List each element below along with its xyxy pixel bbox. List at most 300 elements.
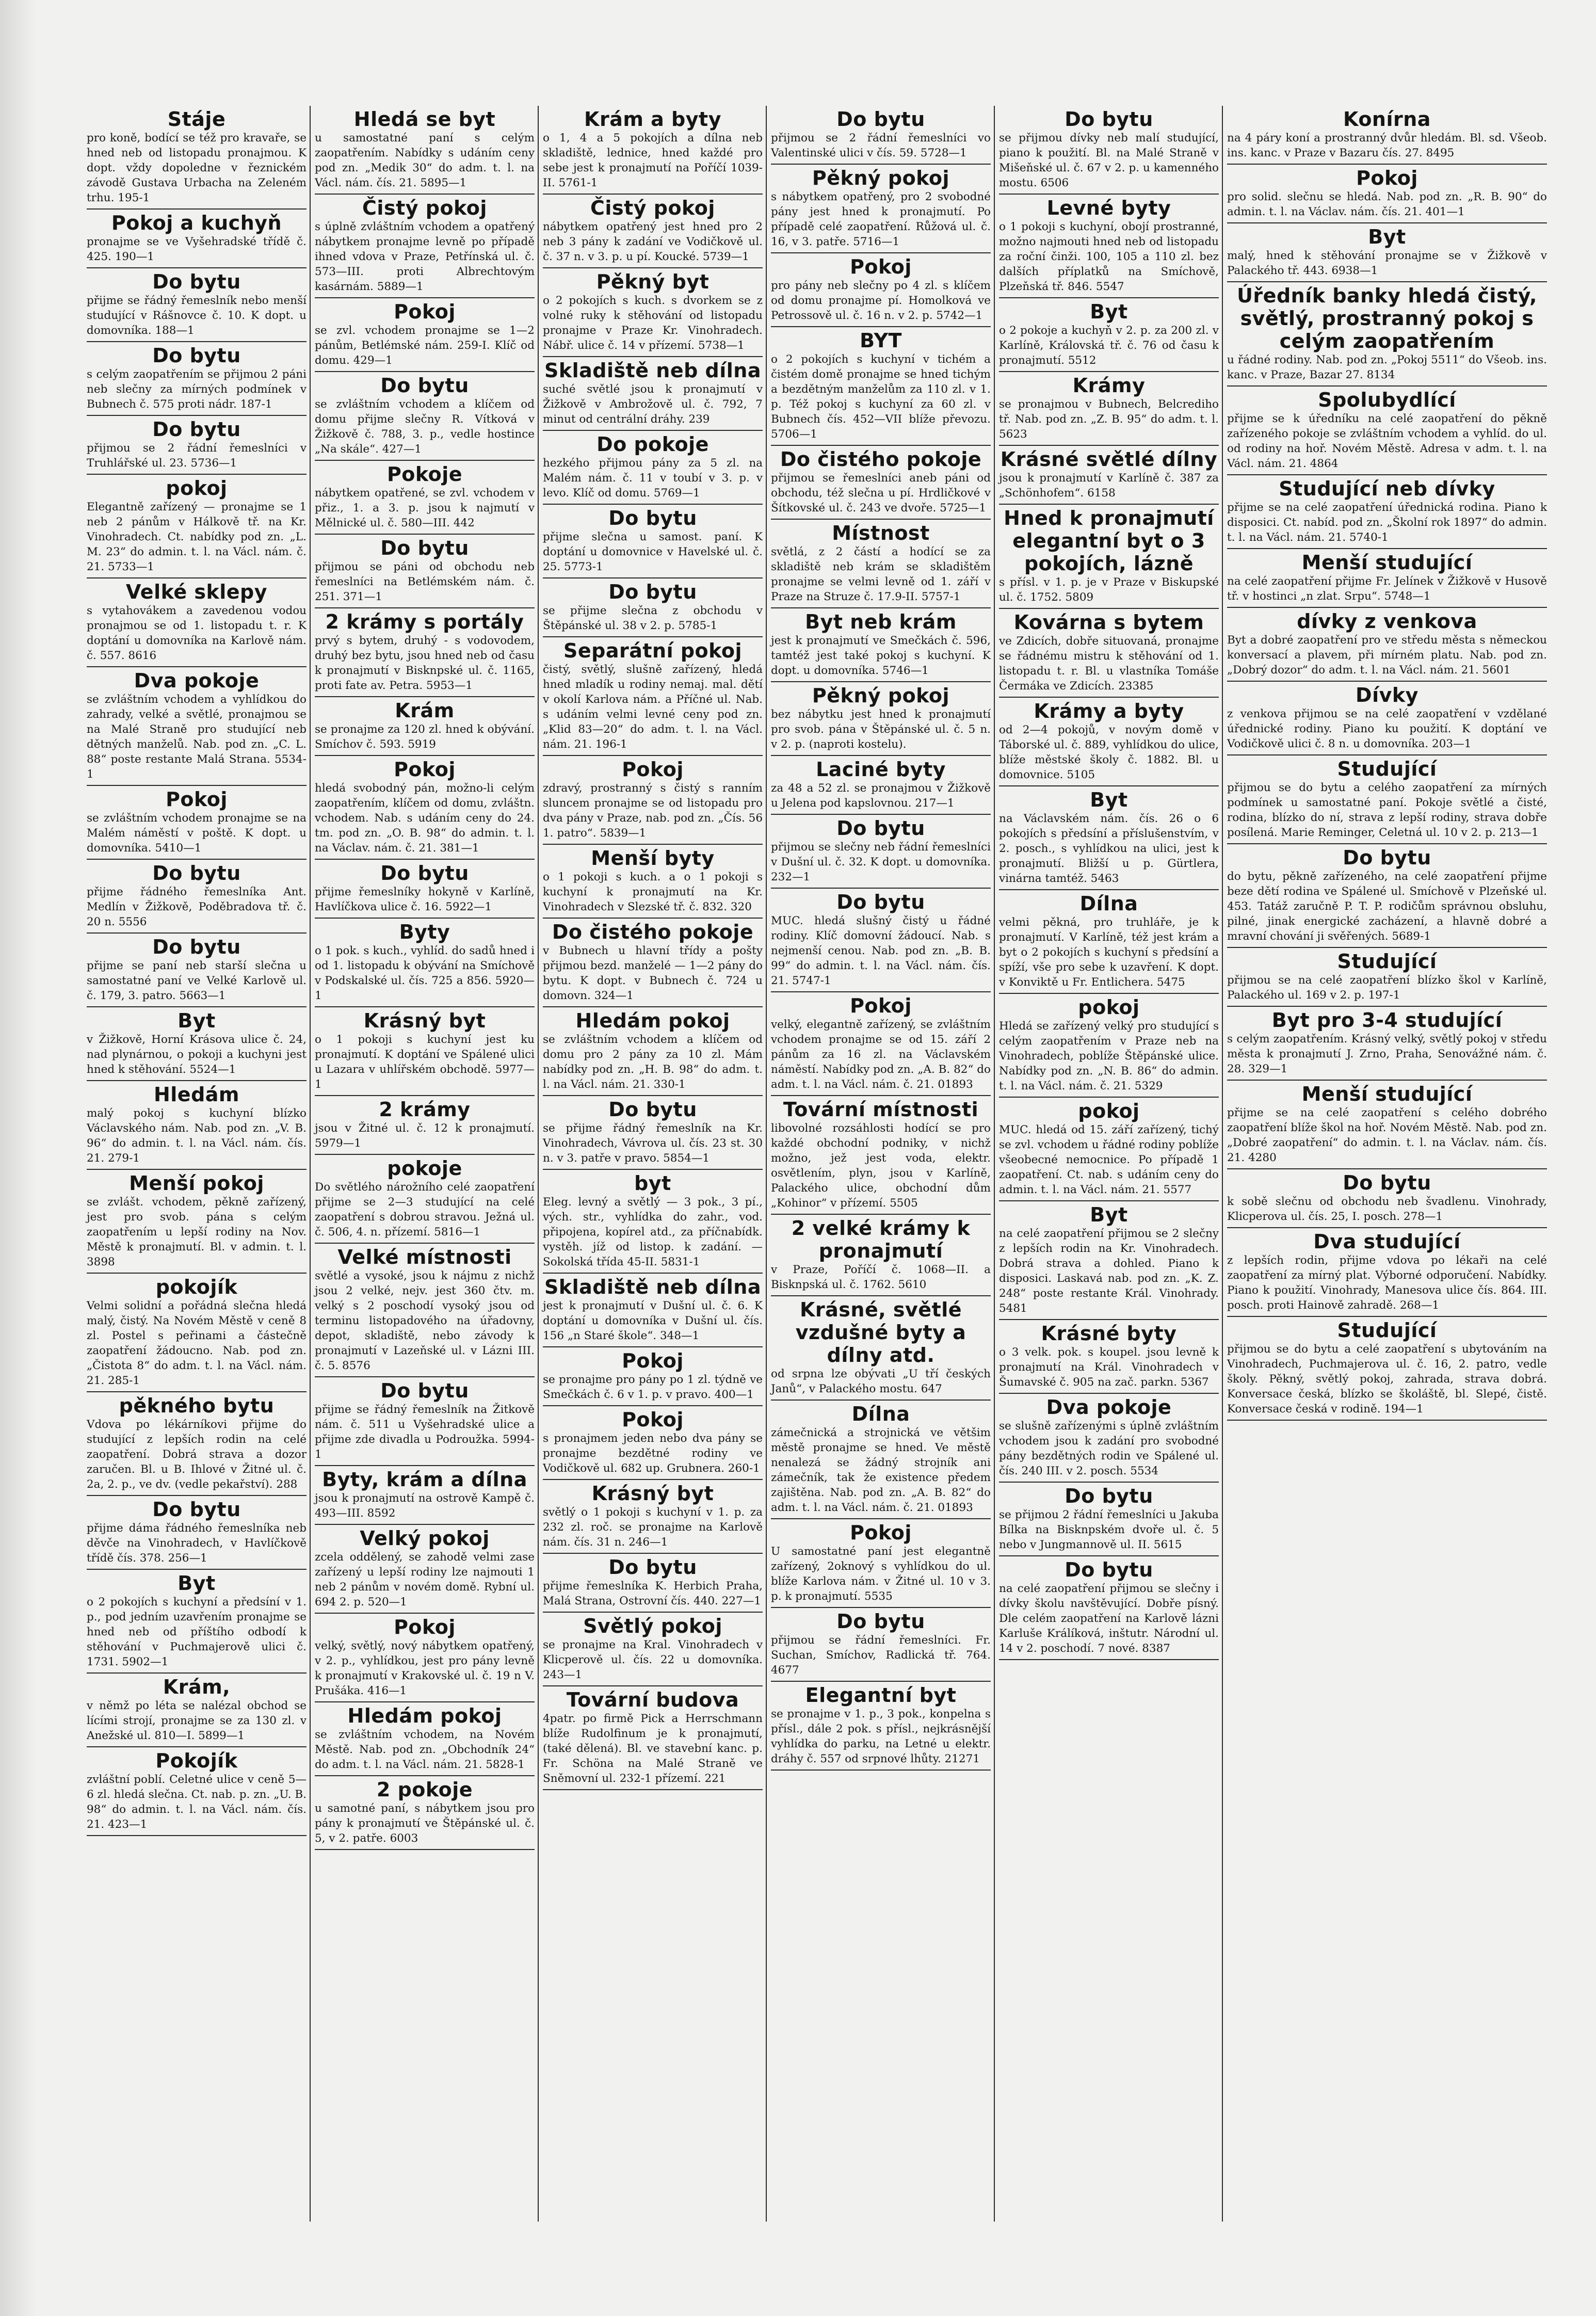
ad-heading: Byt bbox=[1090, 1203, 1128, 1226]
ad-text: o 2 pokoje a kuchyň v 2. p. za 200 zl. v Karlíně, Královská tř. č. 76 od času k pronajmutí. 5512 bbox=[999, 324, 1219, 367]
classified-ad bbox=[771, 1215, 991, 1296]
classified-ad bbox=[87, 1274, 307, 1392]
ad-text: přijme slečna u samost. paní. K doptání u domovnice v Havelské ul. č. 25. 5773-1 bbox=[543, 530, 763, 573]
ad-heading: Pokoj bbox=[394, 758, 456, 781]
classified-ad bbox=[543, 1170, 763, 1274]
ad-heading: Pokoj bbox=[850, 994, 912, 1017]
ad-text: suché světlé jsou k pronajmutí v Žižkově v Ambrožově ul. č. 792, 7 minut od centrální dráhy. 239 bbox=[543, 383, 763, 426]
ad-heading: Spolubydlící bbox=[1318, 389, 1456, 411]
ad-heading: pokojík bbox=[155, 1276, 238, 1298]
ad-text: prvý s bytem, druhý - s vodovodem, druhý bez bytu, jsou hned neb od času k pronajmutí v Bisknpské ul. č. 1165, proti fate av. Petra. 5953—1 bbox=[315, 634, 535, 692]
ad-text: se zvlášt. vchodem, pěkně zařízený, jest pro svob. pána s celým zaopatřením u lepší rodiny na Nov. Městě k pronajmutí. Bl. v admin. t. l. 3898 bbox=[87, 1196, 307, 1268]
ad-text: na celé zaopatření přijmou se 2 slečny z lepších rodin na Kr. Vinohradech. Dobrá strava a dohled. Piano k disposici. Laskavá nab. pod zn. „K. Z. 248“ poste restante Král. Vinohrady. 5481 bbox=[999, 1227, 1219, 1315]
ad-heading: Do bytu bbox=[1065, 1558, 1153, 1581]
classified-ad bbox=[999, 446, 1219, 505]
ad-heading: Místnost bbox=[832, 522, 930, 544]
ad-text: U samostatné paní jest elegantně zařízený, 2oknový s vyhlídkou do ul. blíže Karlova nám. v Žitné ul. 10 v 3. p. k pronajmutí. 5535 bbox=[771, 1545, 991, 1603]
classified-ad bbox=[87, 1081, 307, 1170]
classified-ad bbox=[315, 106, 535, 195]
ad-heading: Do bytu bbox=[380, 1379, 469, 1402]
classified-ad bbox=[543, 268, 763, 357]
ad-text: zdravý, prostranný s čistý s ranním sluncem pronajme se od listopadu pro dva pány v Praze, nab. pod zn. „Čís. 56 1. patro“. 5839—1 bbox=[543, 782, 763, 840]
ad-text: ve Zdicích, dobře situovaná, pronajme se řádnému mistru k stěhování od 1. listopadu t. r. Bl. u vlastníka Tomáše Čermáka ve Zdicích. 23385 bbox=[999, 635, 1219, 693]
classified-ad bbox=[1227, 549, 1547, 608]
ad-column-1 bbox=[84, 106, 311, 2222]
classified-ad bbox=[315, 1702, 535, 1776]
ad-heading: Byty bbox=[399, 921, 450, 943]
ad-heading: Čistý pokoj bbox=[590, 197, 715, 219]
ad-heading: Byt neb krám bbox=[805, 610, 957, 633]
ad-heading: Krám, bbox=[163, 1676, 231, 1698]
ad-heading: Do bytu bbox=[152, 1498, 241, 1521]
ad-text: Vdova po lékárníkovi přijme do studující z lepších rodin na celé zaopatření. Dobrá strava a dozor zaručen. Bl. u B. Ihlové v Žitné ul. č. 2a, 2. p., ve dv. (vedle pekařství). 288 bbox=[87, 1418, 307, 1491]
ad-heading: Dva pokoje bbox=[1046, 1396, 1172, 1419]
ad-heading: Menší studující bbox=[1301, 551, 1473, 574]
ad-heading: Dva pokoje bbox=[134, 669, 260, 692]
ad-text: u samostatné paní s celým zaopatřením. Nabídky s udáním ceny pod zn. „Medik 30“ do adm. t. l. na Václ. nám. čís. 21. 5895—1 bbox=[315, 132, 535, 189]
ad-text: libovolné rozsáhlosti hodící se pro každé obchodní podniky, v nichž možno, jež jest voda, elektr. osvětlením, plyn, jsou v Karlíně, Palackého ulice, obchodní dům „Kohinor“ v přízemí. 5505 bbox=[771, 1122, 991, 1210]
ad-text: přijme se paní neb starší slečna u samostatné paní ve Velké Karlově ul. č. 179, 3. patro. 5663—1 bbox=[87, 959, 307, 1002]
ad-heading: Do bytu bbox=[380, 537, 469, 559]
ad-heading: Dívky bbox=[1356, 684, 1418, 706]
classified-ad bbox=[315, 298, 535, 372]
classified-ad bbox=[1227, 165, 1547, 223]
classified-ad bbox=[87, 475, 307, 578]
ad-heading: Do bytu bbox=[152, 936, 241, 958]
classified-ad bbox=[1227, 475, 1547, 549]
classified-ad bbox=[1227, 1081, 1547, 1169]
ad-text: na celé zaopatření přijme Fr. Jelínek v Žižkově v Husově tř. v hostinci „n zlat. Srpu“. 5748—1 bbox=[1227, 575, 1547, 603]
ad-text: přijme se k úředníku na celé zaopatření do pěkně zařízeného pokoje se zvláštním vchodem a vyhlíd. do ul. od rodiny na hoř. Novém Městě. Adresa v adm. t. l. na Václ. nám. 21. 4864 bbox=[1227, 412, 1547, 470]
ad-text: nábytkem opatřený jest hned pro 2 neb 3 pány k zadání ve Vodičkově ul. č. 37 n. v 3. p. u pí. Koucké. 5739—1 bbox=[543, 220, 763, 263]
ad-text: jsou k pronajmutí v Karlíně č. 387 za „Schönhofem“. 6158 bbox=[999, 472, 1219, 500]
ad-heading: Úředník banky hledá čistý, světlý, prostranný pokoj s celým zaopatřením bbox=[1237, 284, 1537, 352]
ad-text: přijme řádného řemeslníka Ant. Medlín v Žižkově, Poděbradova tř. č. 20 n. 5556 bbox=[87, 886, 307, 928]
ad-heading: 2 krámy bbox=[379, 1098, 471, 1121]
classified-ad bbox=[771, 815, 991, 889]
classified-ad bbox=[999, 890, 1219, 994]
ad-text: se pronajme pro pány po 1 zl. týdně ve Smečkách č. 6 v 1. p. v pravo. 400—1 bbox=[543, 1373, 763, 1401]
ad-text: malý pokoj s kuchyní blízko Václavského nám. Nab. pod zn. „V. B. 96“ do admin. t. l. na Václ. nám. čís. 21. 279-1 bbox=[87, 1107, 307, 1165]
classified-ad bbox=[87, 210, 307, 268]
ad-heading: Krásné, světlé vzdušné byty a dílny atd. bbox=[795, 1298, 966, 1366]
ad-text: velký, světlý, nový nábytkem opatřený, v 2. p., vyhlídkou, jest pro pány levně k pronajmutí v Krakovské ul. č. 19 n V. Prušáka. 416—1 bbox=[315, 1639, 535, 1697]
ad-heading: Krásný byt bbox=[363, 1009, 486, 1032]
ad-text: s přísl. v 1. p. je v Praze v Biskupské ul. č. 1752. 5809 bbox=[999, 576, 1219, 604]
ad-heading: Krásné byty bbox=[1041, 1322, 1177, 1345]
ad-heading: Krásný byt bbox=[591, 1482, 714, 1505]
ad-text: pro pány neb slečny po 4 zl. s klíčem od domu pronajme pí. Homolková ve Petrossově ul. č. 16 n. v 2. p. 5742—1 bbox=[771, 279, 991, 322]
ad-heading: Do čistého pokoje bbox=[780, 448, 982, 471]
ad-heading: Do bytu bbox=[1065, 1485, 1153, 1507]
classified-ad bbox=[999, 1201, 1219, 1320]
ad-text: Velmi solidní a pořádná slečna hledá malý, čistý. Na Novém Městě v ceně 8 zl. Postel s peřinami a částečně zaopatření žádoucno. Nab. pod zn. „Čistota 8“ do adm. t. l. na Václ. nám. 21. 285-1 bbox=[87, 1299, 307, 1387]
ad-heading: Byt bbox=[1090, 789, 1128, 811]
ad-heading: Hledám bbox=[153, 1083, 240, 1106]
ad-heading: Do bytu bbox=[152, 418, 241, 441]
ad-text: zámečnická a strojnická ve většim městě pronajme se hned. Ve městě nenalezá se žádný strojník ani zámečník, tak že existence předem zajištěna. Nab. pod zn. „A. B. 82“ do adm. t. l. na Václ. nám. č. 21. 01893 bbox=[771, 1426, 991, 1514]
ad-heading: Do bytu bbox=[152, 270, 241, 293]
ad-text: přijme dáma řádného řemeslníka neb děvče na Vinohradech, v Havlíčkově třídě čís. 378. 256—1 bbox=[87, 1522, 307, 1565]
ad-heading: Krámy bbox=[1072, 374, 1146, 397]
ad-heading: Menší studující bbox=[1301, 1083, 1473, 1105]
classified-ad bbox=[999, 698, 1219, 786]
ad-heading: Skladiště neb dílna bbox=[544, 359, 762, 382]
ad-text: přijme se řádný řemeslník na Žitkově nám. č. 511 u Vyšehradské ulice a přijme zde divadla u Podroužka. 5994-1 bbox=[315, 1403, 535, 1461]
ad-text: z lepších rodin, přijme vdova po lékaři na celé zaopatření za mírný plat. Výborné odporučení. Nabídky. Piano k použití. Vinohrady, Manesova ulice čís. 864. III. posch. proti Hainově zahradě. 268—1 bbox=[1227, 1254, 1547, 1312]
classified-ad bbox=[1227, 1228, 1547, 1317]
ad-heading: 2 pokoje bbox=[376, 1778, 473, 1801]
ad-text: na 4 páry koní a prostranný dvůr hledám. Bl. sd. Všeob. ins. kanc. v Praze v Bazaru čís. 27. 8495 bbox=[1227, 132, 1547, 159]
ad-heading: Pokoj bbox=[622, 758, 684, 781]
ad-heading: Do bytu bbox=[608, 581, 697, 603]
ad-column-4 bbox=[768, 106, 995, 2222]
classified-ad bbox=[543, 357, 763, 431]
ad-heading: Konírna bbox=[1343, 108, 1431, 131]
ad-heading: Pokoje bbox=[386, 463, 463, 486]
classified-ad bbox=[771, 1401, 991, 1519]
ad-heading: Hledám pokoj bbox=[347, 1704, 502, 1727]
classified-ad bbox=[999, 786, 1219, 890]
ad-text: hezkého přijmou pány za 5 zl. na Malém nám. č. 11 v toubí v 3. p. v levo. Klíč od domu. 5769—1 bbox=[543, 457, 763, 500]
classified-ad bbox=[315, 756, 535, 860]
classified-ad bbox=[999, 1556, 1219, 1660]
ad-heading: Hned k pronajmutí elegantní byt o 3 pokojích, lázně bbox=[1004, 507, 1214, 575]
classified-ad bbox=[771, 327, 991, 446]
ad-text: se slušně zařízenými s úplně zvláštním vchodem jsou k zadání pro svobodné pány bezdětných rodin ve Spálené ul. čís. 240 III. v 2. posch. 5534 bbox=[999, 1420, 1219, 1477]
ad-text: od srpna lze obývati „U tří českých Janů“, v Palackého mostu. 647 bbox=[771, 1368, 991, 1395]
ad-heading: Světlý pokoj bbox=[583, 1615, 722, 1637]
ad-heading: pěkného bytu bbox=[119, 1394, 275, 1417]
ad-heading: Pěkný pokoj bbox=[812, 167, 950, 189]
classified-ad bbox=[543, 756, 763, 845]
classified-ad bbox=[1227, 1317, 1547, 1421]
ad-text: od 2—4 pokojů, v novým domě v Táborské ul. č. 889, vyhlídkou do ulice, blíže městské školy č. 1882. Bl. u domovnice. 5105 bbox=[999, 723, 1219, 781]
ad-text: se zvl. vchodem pronajme se 1—2 pánům, Betlémské nám. 259-I. Klíč od domu. 429—1 bbox=[315, 324, 535, 367]
ad-heading: Pěkný pokoj bbox=[812, 684, 950, 707]
classified-ad bbox=[771, 682, 991, 756]
classified-ad bbox=[315, 919, 535, 1007]
classified-ad bbox=[87, 1392, 307, 1496]
classified-ad bbox=[999, 1320, 1219, 1394]
ad-column-6 bbox=[1224, 106, 1550, 2222]
ad-text: na celé zaopatření přijmou se slečny i dívky školu navštěvující. Dobře písný. Dle celém zaopatření na Karlově lázni Karluše Králíková, inštutr. Národní ul. 14 v 2. poschodí. 7 nové. 8387 bbox=[999, 1582, 1219, 1655]
classified-ad bbox=[315, 535, 535, 608]
ad-heading: Dva studující bbox=[1313, 1230, 1461, 1253]
classified-ad bbox=[87, 1674, 307, 1747]
classified-ad bbox=[771, 520, 991, 608]
ad-heading: Do bytu bbox=[836, 817, 925, 840]
ad-text: Elegantně zařízený — pronajme se 1 neb 2 pánům v Hálkově tř. na Kr. Vinohradech. Ct. nabídky pod zn. „L. M. 23“ do admin. t. l. na Václ. nám. č. 21. 5733—1 bbox=[87, 501, 307, 573]
ad-text: pronajme se ve Vyšehradské třídě č. 425. 190—1 bbox=[87, 235, 307, 263]
ad-text: zcela oddělený, se zahodě velmi zase zařízený u lepší rodiny lze najmouti 1 neb 2 pánům v novém domě. Rybní ul. 694 2. p. 520—1 bbox=[315, 1551, 535, 1609]
ad-heading: Pokoj a kuchyň bbox=[111, 212, 282, 234]
ad-text: hledá svobodný pán, možno-li celým zaopatřením, klíčem od domu, zvláštn. vchodem. Nab. s udáním ceny do 24. tm. pod zn. „O. B. 98“ do admin. t. l. na Václav. nám. č. 21. 381—1 bbox=[315, 782, 535, 855]
ad-text: Hledá se zařízený velký pro studující s celým zaopatřením v Praze neb na Vinohradech, poblíže Štěpánské ulice. Nabídky pod zn. „N. B. 86“ do admin. t. l. na Václ. nám. č. 21. 5329 bbox=[999, 1020, 1219, 1092]
ad-heading: Do čistého pokoje bbox=[552, 921, 754, 943]
ad-heading: Do pokoje bbox=[597, 433, 709, 456]
ad-text: přijme se na celé zaopatření s celého dobrého zaopatření blíže škol na hoř. Novém Městě. Nab. pod zn. „Dobré zaopatření“ do admin. t. l. na Václav. nám. čís. 21. 4280 bbox=[1227, 1106, 1547, 1164]
ad-heading: Byt bbox=[1368, 226, 1406, 248]
ad-heading: BYT bbox=[860, 329, 902, 352]
classified-ad bbox=[87, 667, 307, 786]
ad-heading: dívky z venkova bbox=[1297, 610, 1477, 633]
classified-ad bbox=[543, 1406, 763, 1480]
ad-text: k sobě slečnu od obchodu neb švadlenu. Vinohrady, Klicperova ul. čís. 25, I. posch. 278—1 bbox=[1227, 1195, 1547, 1223]
classified-ad bbox=[315, 1155, 535, 1244]
ad-text: přijme se řádný řemeslník nebo menší studující v Rášnovce č. 10. K dopt. u domovníka. 188—1 bbox=[87, 294, 307, 337]
ad-text: světlá, z 2 částí a hodící se za skladiště neb krám se skladištěm pronajme se velmi levně od 1. září v Praze na Struze č. 17.9-II. 5757-1 bbox=[771, 545, 991, 603]
ad-heading: Studující neb dívky bbox=[1279, 477, 1495, 500]
ad-heading: Byt bbox=[178, 1009, 216, 1032]
classified-ad bbox=[771, 446, 991, 520]
classified-ad bbox=[771, 106, 991, 165]
classified-ad bbox=[315, 697, 535, 756]
classified-ad bbox=[543, 1480, 763, 1554]
ad-text: z venkova přijmou se na celé zaopatření v vzdělané úřednické rodiny. Piano ku použití. K doptání ve Vodičkově ulici č. 8 n. u domovníka. 203—1 bbox=[1227, 707, 1547, 750]
ad-heading: Krám bbox=[395, 699, 455, 722]
classified-ad bbox=[87, 860, 307, 934]
classified-ad bbox=[543, 1274, 763, 1347]
classified-ad bbox=[87, 268, 307, 342]
ad-heading: Velké místnosti bbox=[337, 1246, 512, 1268]
classified-ad bbox=[543, 845, 763, 919]
classified-ad bbox=[315, 1377, 535, 1466]
classified-ad bbox=[87, 578, 307, 667]
classified-ad bbox=[87, 786, 307, 860]
ad-heading: Krámy a byty bbox=[1034, 700, 1184, 722]
classified-ad bbox=[1227, 387, 1547, 475]
ad-heading: Do bytu bbox=[1343, 1171, 1431, 1194]
classified-ad bbox=[315, 195, 535, 298]
ad-heading: Do bytu bbox=[836, 891, 925, 913]
ad-heading: Byt bbox=[178, 1572, 216, 1595]
classified-ad bbox=[1227, 844, 1547, 948]
ad-text: přijmou se řádní řemeslníci. Fr. Suchan, Smíchov, Radlická tř. 764. 4677 bbox=[771, 1634, 991, 1677]
ad-text: bez nábytku jest hned k pronajmutí pro svob. pána v Štěpánské ul. č. 5 n. v 2. p. (naproti kostelu). bbox=[771, 708, 991, 751]
ad-text: přijmou se 2 řádní řemeslníci v Truhlářské ul. 23. 5736—1 bbox=[87, 442, 307, 470]
ad-text: o 1 pokoji s kuchyní jest ku pronajmutí. K doptání ve Spálené ulici u Lazara v uhlířském obchodě. 5977—1 bbox=[315, 1033, 535, 1091]
ad-text: čistý, světlý, slušně zařízený, hledá hned mladík u rodiny nemaj. mal. dětí v okolí Karlova nám. a Příčné ul. Nab. s udáním velmi levné ceny pod zn. „Klid 83—20“ do adm. t. l. na Václ. nám. 21. 196-1 bbox=[543, 663, 763, 751]
ad-text: nábytkem opatřené, se zvl. vchodem v přiz., 1. a 3. p. jsou k najmutí v Mělnické ul. č. 580—III. 442 bbox=[315, 487, 535, 529]
ad-heading: pokoj bbox=[1078, 996, 1140, 1019]
ad-text: o 1 pokoji s kuchyní, obojí prostranné, možno najmouti hned neb od listopadu za roční činži. 100, 105 a 110 zl. bez dalších příplatků na Smíchově, Plzeňská tř. 846. 5547 bbox=[999, 220, 1219, 293]
classified-ad bbox=[315, 1244, 535, 1377]
classified-ad bbox=[315, 1614, 535, 1702]
classified-ad bbox=[1227, 106, 1547, 165]
ad-heading: Do bytu bbox=[608, 1556, 697, 1579]
ad-heading: Pokoj bbox=[394, 1616, 456, 1638]
ad-text: zvláštní poblí. Celetné ulice v ceně 5—6 zl. hledá slečna. Ct. nab. p. zn. „U. B. 98“ do admin. t. l. na Václ. nám. čís. 21. 423—1 bbox=[87, 1773, 307, 1831]
ad-heading: 2 krámy s portály bbox=[325, 610, 524, 633]
ad-heading: pokoje bbox=[387, 1157, 462, 1180]
ad-text: přijmou se do bytu a celého zaopatření za mírných podmínek u samostatné paní. Pokoje světlé a čisté, rodina, blízko do ní, strava z lepší rodiny, strava dobře posílená. Marie Reminger, Celetná ul. 10 v 2. p. 213—1 bbox=[1227, 781, 1547, 839]
ad-text: na Václavském nám. čís. 26 o 6 pokojích s předsíní a příslušenstvím, v 2. posch., s vyhlídkou na ulici, jest k pronajmutí. Bližší u p. Gürtlera, vinárna tamtéž. 5463 bbox=[999, 812, 1219, 885]
classified-ad bbox=[999, 609, 1219, 698]
ad-text: se pronajme za 120 zl. hned k obývání. Smíchov č. 593. 5919 bbox=[315, 723, 535, 751]
classified-ad bbox=[999, 106, 1219, 195]
classified-ad bbox=[315, 1096, 535, 1155]
ad-text: s celým zaopatřením se přijmou 2 páni neb slečny za mírných podmínek v Bubnech č. 575 proti nádr. 187-1 bbox=[87, 368, 307, 411]
ad-heading: Tovární budova bbox=[566, 1688, 739, 1711]
ad-text: jest k pronajmutí v Dušní ul. č. 6. K doptání u domovníka v Dušní ul. čís. 156 „n Staré škole“. 348—1 bbox=[543, 1299, 763, 1342]
classified-ad bbox=[771, 253, 991, 327]
ad-heading: Studující bbox=[1337, 1319, 1437, 1342]
classified-ad bbox=[543, 1686, 763, 1790]
ad-text: s vytahovákem a zavedenou vodou pronajmou se od 1. listopadu t. r. K doptání u domovníka na Karlově nám. č. 557. 8616 bbox=[87, 604, 307, 662]
ad-text: o 2 pokojích s kuch. s dvorkem se z volné ruky k stěhování od listopadu pronajme v Praze Kr. Vinohradech. Nábř. ulice č. 14 v přízemí. 5738—1 bbox=[543, 294, 763, 352]
classified-ad bbox=[771, 165, 991, 253]
ad-text: MUC. hledá od 15. září zařízený, tichý se zvl. vchodem u řádné rodiny poblíže všeobecné nemocnice. Po případě 1 zaopatření. Ct. nab. s udáním ceny do admin. t. l. na Václ. nám. 21. 5577 bbox=[999, 1123, 1219, 1196]
classified-ad bbox=[543, 1554, 763, 1613]
classified-ads-page bbox=[84, 106, 1550, 2222]
classified-ad bbox=[999, 298, 1219, 372]
ad-text: se zvláštním vchodem a klíčem od domu pro 2 pány za 10 zl. Mám nabídky pod zn. „H. B. 98“ do adm. t. l. na Václ. nám. 21. 330-1 bbox=[543, 1033, 763, 1091]
classified-ad bbox=[87, 416, 307, 475]
classified-ad bbox=[543, 919, 763, 1007]
ad-heading: Dílna bbox=[1079, 892, 1138, 915]
classified-ad bbox=[543, 1613, 763, 1686]
ad-text: přijmou se slečny neb řádní řemeslníci v Dušní ul. č. 32. K dopt. u domovníka. 232—1 bbox=[771, 841, 991, 883]
classified-ad bbox=[87, 1570, 307, 1674]
ad-text: přijmou se 2 řádní řemeslníci vo Valentinské ulici v čís. 59. 5728—1 bbox=[771, 132, 991, 159]
ad-heading: Hledá se byt bbox=[353, 108, 496, 131]
classified-ad bbox=[87, 106, 307, 210]
ad-heading: Tovární místnosti bbox=[783, 1098, 979, 1121]
ad-text: se zvláštním vchodem a klíčem od domu přijme slečny R. Vítková v Žižkově č. 788, 3. p., vedle hostince „Na skále“. 427—1 bbox=[315, 398, 535, 456]
ad-text: se zvláštním vchodem pronajme se na Malém náměstí v poště. K dopt. u domovníka. 5410—1 bbox=[87, 812, 307, 855]
ad-text: MUC. hledá slušný čistý u řádné rodiny. Klíč domovní žádoucí. Nab. s nejmenší cenou. Nab. pod zn. „B. B. 99“ do admin. t. l. na Václ. nám. čís. 21. 5747-1 bbox=[771, 914, 991, 987]
ad-text: za 48 a 52 zl. se pronajmou v Žižkově u Jelena pod kapslovnou. 217—1 bbox=[771, 782, 991, 810]
ad-heading: Pokoj bbox=[166, 788, 228, 811]
classified-ad bbox=[315, 1466, 535, 1525]
ad-text: v němž po léta se nalézal obchod se lícími strojí, pronajme se za 130 zl. v Anežské ul. 810—I. 5899—1 bbox=[87, 1699, 307, 1742]
ad-heading: pokoj bbox=[166, 477, 228, 500]
ad-column-2 bbox=[312, 106, 539, 2222]
ad-heading: Čistý pokoj bbox=[362, 197, 487, 219]
ad-text: pro koně, bodící se též pro kravaře, se hned neb od listopadu pronajmou. K dopt. vždy dopoledne v řeznickém závodě Gustava Urbacha na Zeleném trhu. 195-1 bbox=[87, 132, 307, 204]
page-binding-shadow bbox=[0, 0, 36, 2316]
ad-text: se pronajme na Kral. Vinohradech v Klicperově ul. čís. 22 u domovníka. 243—1 bbox=[543, 1638, 763, 1681]
ad-text: u samotné paní, s nábytkem jsou pro pány k pronajmutí ve Štěpánské ul. č. 5, v 2. patře. 6003 bbox=[315, 1802, 535, 1845]
ad-heading: Do bytu bbox=[1065, 108, 1153, 131]
classified-ad bbox=[543, 637, 763, 756]
classified-ad bbox=[1227, 608, 1547, 682]
classified-ad bbox=[771, 1519, 991, 1608]
ad-heading: Elegantní byt bbox=[805, 1684, 957, 1707]
ad-heading: Levné byty bbox=[1046, 197, 1171, 219]
classified-ad bbox=[87, 342, 307, 416]
ad-text: se přijmou dívky neb malí studující, piano k použití. Bl. na Malé Straně v Mišeňské ul. č. 67 v 2. p. u kamenného mostu. 6506 bbox=[999, 132, 1219, 189]
ad-text: o 2 pokojích s kuchyní v tichém a čistém domě pronajme se hned tichým a bezdětným manželům za 110 zl. v 1. p. Též pokoj s kuchyní za 60 zl. v Bubnech čís. 452—VII blíže převozu. 5706—1 bbox=[771, 353, 991, 441]
classified-ad bbox=[543, 1007, 763, 1096]
ad-text: s pronajmem jeden nebo dva pány se pronajme bezdětné rodiny ve Vodičkově ul. 682 up. Grubnera. 260-1 bbox=[543, 1432, 763, 1475]
ad-heading: Pokoj bbox=[394, 300, 456, 323]
classified-ad bbox=[1227, 755, 1547, 844]
ad-heading: Krám a byty bbox=[584, 108, 721, 131]
ad-text: v Bubnech u hlavní třídy a pošty přijmou bezd. manželé — 1—2 pány do bytu. K dopt. v Bubnech č. 724 u domovn. 324—1 bbox=[543, 944, 763, 1002]
ad-heading: Do bytu bbox=[1343, 846, 1431, 869]
ad-text: velký, elegantně zařízený, se zvláštním vchodem pronajme se od 15. září 2 pánům za 16 zl. na Václavském náměstí. Nabídky pod zn. „A. B. 82“ do adm. t. l. na Václ. nám. č. 21. 01893 bbox=[771, 1018, 991, 1091]
ad-heading: Byty, krám a dílna bbox=[322, 1468, 527, 1491]
ad-text: jsou v Žitné ul. č. 12 k pronajmutí. 5979—1 bbox=[315, 1122, 535, 1150]
classified-ad bbox=[999, 195, 1219, 298]
classified-ad bbox=[999, 1394, 1219, 1483]
ad-heading: Pokoj bbox=[850, 255, 912, 278]
classified-ad bbox=[999, 1483, 1219, 1556]
classified-ad bbox=[999, 994, 1219, 1098]
ad-heading: Velké sklepy bbox=[125, 581, 268, 603]
ad-text: přijme řemeslníky hokyně v Karlíně, Havlíčkova ulice č. 16. 5922—1 bbox=[315, 886, 535, 913]
ad-heading: Skladiště neb dílna bbox=[544, 1276, 762, 1298]
classified-ad bbox=[771, 889, 991, 992]
ad-text: přijmou se do bytu a celé zaopatření s ubytováním na Vinohradech, Puchmajerova ul. č. 16, 2. patro, vedle školy. Pěkný, světlý pokoj, zahrada, strava dobrá. Konversace česká, blízko se školáště, bl. Slepé, čistě. Konversace česká v rodině. 194—1 bbox=[1227, 1343, 1547, 1416]
ad-heading: Stáje bbox=[167, 108, 226, 131]
ad-text: o 1 pok. s kuch., vyhlíd. do sadů hned i od 1. listopadu k obývání na Smíchově v Podskalské ul. čís. 725 a 856. 5920—1 bbox=[315, 944, 535, 1002]
ad-text: o 2 pokojích s kuchyní a předsíní v 1. p., pod jedním uzavřením pronajme se hned neb od příštího odbodí k stěhování v Puchmajerově ulici č. 1731. 5902—1 bbox=[87, 1596, 307, 1668]
classified-ad bbox=[999, 372, 1219, 446]
classified-ad bbox=[771, 1096, 991, 1215]
ad-text: s úplně zvláštním vchodem a opatřený nábytkem pronajme levně po případě ihned vdova v Praze, Petřínská ul. č. 573—III. proti Albrechtovým kasárnám. 5889—1 bbox=[315, 220, 535, 293]
ad-heading: Do bytu bbox=[836, 108, 925, 131]
ad-text: přijmou se řemeslníci aneb páni od obchodu, též slečna u pí. Hrdličkové v Šítkovské ul. č. 243 ve dvoře. 5725—1 bbox=[771, 472, 991, 514]
ad-heading: Pokoj bbox=[850, 1521, 912, 1544]
ad-heading: Dílna bbox=[851, 1403, 910, 1425]
classified-ad bbox=[771, 1682, 991, 1771]
ad-heading: Pokoj bbox=[622, 1349, 684, 1372]
ad-heading: Do bytu bbox=[380, 374, 469, 397]
classified-ad bbox=[1227, 282, 1547, 387]
ad-text: světlý o 1 pokoji s kuchyní v 1. p. za 232 zl. roč. se pronajme na Karlově nám. čís. 31 n. 246—1 bbox=[543, 1506, 763, 1549]
classified-ad bbox=[315, 372, 535, 461]
ad-text: u řádné rodiny. Nab. pod zn. „Pokoj 5511“ do Všeob. ins. kanc. v Praze, Bazar 27. 8134 bbox=[1227, 353, 1547, 381]
classified-ad bbox=[315, 1776, 535, 1850]
classified-ad bbox=[999, 505, 1219, 609]
classified-ad bbox=[1227, 223, 1547, 282]
ad-text: se zvláštním vchodem, na Novém Městě. Nab. pod zn. „Obchodník 24“ do adm. t. l. na Václ. nám. 21. 5828-1 bbox=[315, 1728, 535, 1771]
classified-ad bbox=[771, 608, 991, 682]
ad-text: se zvláštním vchodem a vyhlídkou do zahrady, velké a světlé, pronajmou se na Malé Straně pro studující neb dětných manželů. Nab. pod zn. „C. L. 88“ poste restante Malá Strana. 5534-1 bbox=[87, 693, 307, 781]
ad-text: přijme se na celé zaopatření úřednická rodina. Piano k disposici. Ct. nabíd. pod zn. „Školní rok 1897“ do admin. t. l. na Václ. nám. 21. 5740-1 bbox=[1227, 501, 1547, 544]
ad-heading: Do bytu bbox=[380, 862, 469, 884]
ad-heading: Do bytu bbox=[836, 1610, 925, 1633]
classified-ad bbox=[87, 934, 307, 1007]
ad-heading: Studující bbox=[1337, 758, 1437, 780]
classified-ad bbox=[315, 608, 535, 697]
ad-heading: byt bbox=[634, 1172, 671, 1195]
classified-ad bbox=[1227, 1169, 1547, 1228]
classified-ad bbox=[771, 992, 991, 1096]
ad-heading: Kovárna s bytem bbox=[1013, 611, 1204, 634]
ad-text: přijmou se páni od obchodu neb řemeslníci na Betlémském nám. č. 251. 371—1 bbox=[315, 560, 535, 603]
ad-text: světlé a vysoké, jsou k nájmu z nichž jsou 2 velké, nejv. jest 360 čtv. m. velký s 2 poschodí vysoký jsou od terminu listopadového na úřadovny, depot, skladiště, nebo závody k pronajmutí v Lazeňské ul. v Lázni III. č. 5. 8576 bbox=[315, 1269, 535, 1372]
ad-heading: Do bytu bbox=[608, 507, 697, 529]
classified-ad bbox=[315, 461, 535, 535]
classified-ad bbox=[1227, 948, 1547, 1007]
ad-text: v Žižkově, Horní Krásova ulice č. 24, nad plynárnou, o pokoji a kuchyni jest hned k stěhování. 5524—1 bbox=[87, 1033, 307, 1076]
ad-heading: 2 velké krámy k pronajmutí bbox=[791, 1217, 971, 1262]
ad-text: o 1, 4 a 5 pokojích a dílna neb skladiště, lednice, hned každé pro sebe jest k pronajmutí na Poříčí 1039-II. 5761-1 bbox=[543, 132, 763, 189]
ad-heading: Separátní pokoj bbox=[563, 639, 743, 662]
classified-ad bbox=[315, 860, 535, 919]
ad-text: se pronajmou v Bubnech, Belcrediho tř. Nab. pod zn. „Z. B. 95“ do adm. t. l. 5623 bbox=[999, 398, 1219, 441]
classified-ad bbox=[87, 1747, 307, 1836]
ad-text: se přijme řádný řemeslník na Kr. Vinohradech, Vávrova ul. čís. 23 st. 30 n. v 3. patře v pravo. 5854—1 bbox=[543, 1122, 763, 1165]
ad-text: přijmou se na celé zaopatření blízko škol v Karlíně, Palackého ul. 169 v 2. p. 197-1 bbox=[1227, 974, 1547, 1002]
ad-text: se přijme slečna z obchodu v Štěpánské ul. 38 v 2. p. 5785-1 bbox=[543, 604, 763, 632]
ad-heading: Krásné světlé dílny bbox=[1000, 448, 1218, 471]
ad-heading: Hledám pokoj bbox=[575, 1009, 730, 1032]
